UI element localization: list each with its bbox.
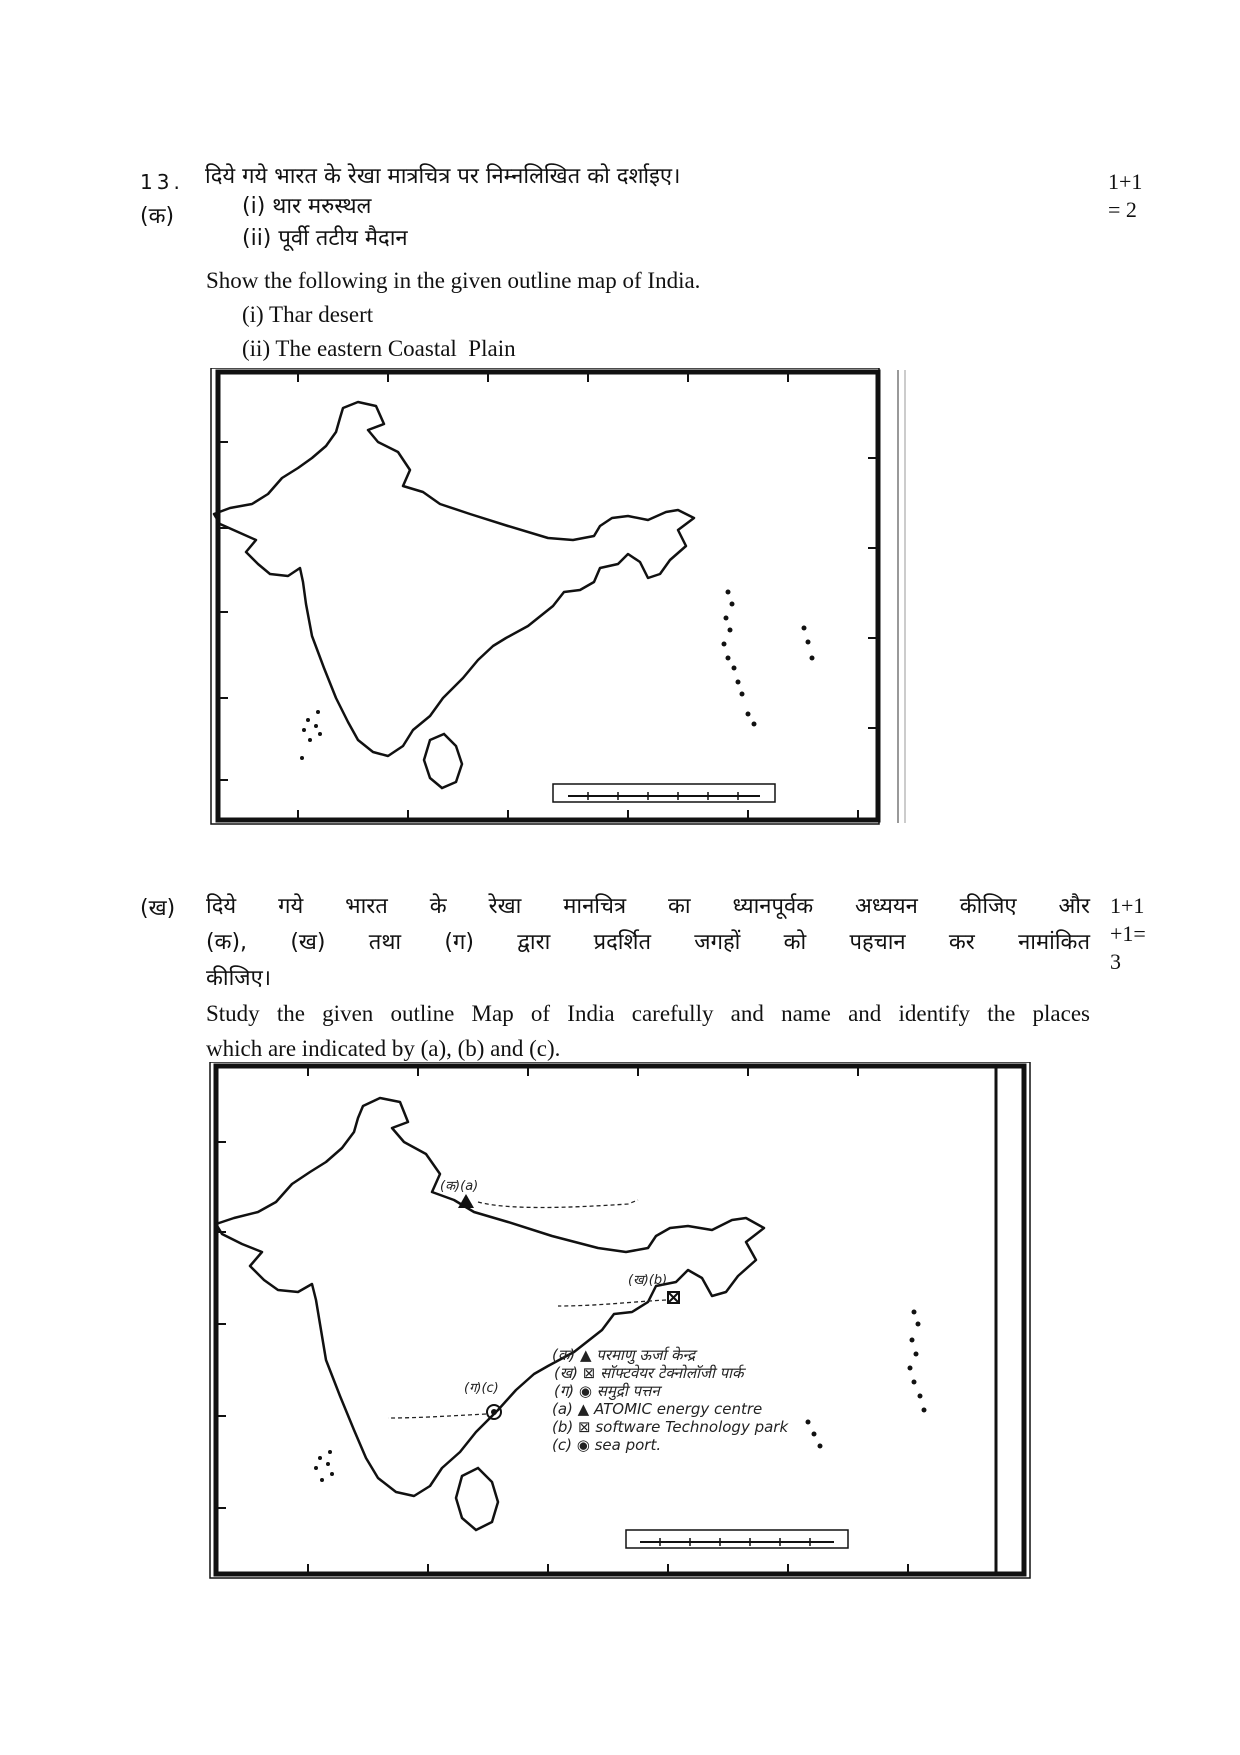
part-a-english-item-1: (i) Thar desert — [242, 302, 374, 327]
part-a-marks-line1: 1+1 — [1108, 169, 1143, 194]
part-b-marks-line2: +1= — [1110, 921, 1146, 946]
part-b-marks-line3: 3 — [1110, 949, 1121, 974]
part-a-hindi-item-1: (i) थार मरुस्थल — [242, 194, 372, 219]
legend-line-5: (b) ⊠ software Technology park — [552, 1418, 789, 1436]
part-b-hindi-line3: कीजिए। — [206, 966, 272, 991]
marker-c-label: (ग)(c) — [464, 1381, 499, 1396]
part-b-hindi-line2: (क), (ख) तथा (ग) द्वारा प्रदर्शित जगहों को पहचान कर नामांकित — [206, 930, 1090, 955]
legend-line-3: (ग) ◉ समुद्री पत्तन — [554, 1382, 660, 1400]
part-b-english-line1: Study the given outline Map of India carefully and name and identify the places — [206, 1001, 1090, 1026]
question-number: 13. — [140, 170, 184, 194]
part-a-marks — [1108, 168, 1142, 224]
part-b-english-line2: which are indicated by (a), (b) and (c). — [206, 1036, 561, 1061]
part-b-marks — [1110, 892, 1146, 976]
legend-line-4: (a) ▲ ATOMIC energy centre — [552, 1400, 763, 1418]
india-outline-map-2 — [208, 1062, 1034, 1580]
marker-a-label: (क)(a) — [440, 1179, 479, 1194]
india-outline-map-1 — [208, 368, 938, 828]
part-b-marks-line1: 1+1 — [1110, 893, 1145, 918]
legend-line-1: (क) ▲ परमाणु ऊर्जा केन्द्र — [552, 1346, 696, 1364]
part-a-marks-line2: = 2 — [1108, 197, 1137, 222]
part-b-label: (ख) — [140, 896, 176, 921]
legend-line-2: (ख) ⊠ सॉफ्टवेयर टेक्नोलॉजी पार्क — [554, 1364, 744, 1382]
part-a-hindi-item-2: (ii) पूर्वी तटीय मैदान — [242, 226, 408, 251]
marker-b-label: (ख)(b) — [628, 1273, 668, 1288]
part-b-hindi-line1: दिये गये भारत के रेखा मानचित्र का ध्यानपूर्वक अध्ययन कीजिए और — [206, 894, 1090, 919]
part-a-label: (क) — [140, 204, 175, 229]
part-a-hindi-instruction: दिये गये भारत के रेखा मात्रचित्र पर निम्नलिखित को दर्शाइए। — [205, 164, 681, 189]
part-a-english-instruction: Show the following in the given outline map of India. — [206, 268, 701, 293]
part-a-english-item-2: (ii) The eastern Coastal Plain — [242, 336, 516, 361]
legend-line-6: (c) ◉ sea port. — [552, 1436, 662, 1454]
